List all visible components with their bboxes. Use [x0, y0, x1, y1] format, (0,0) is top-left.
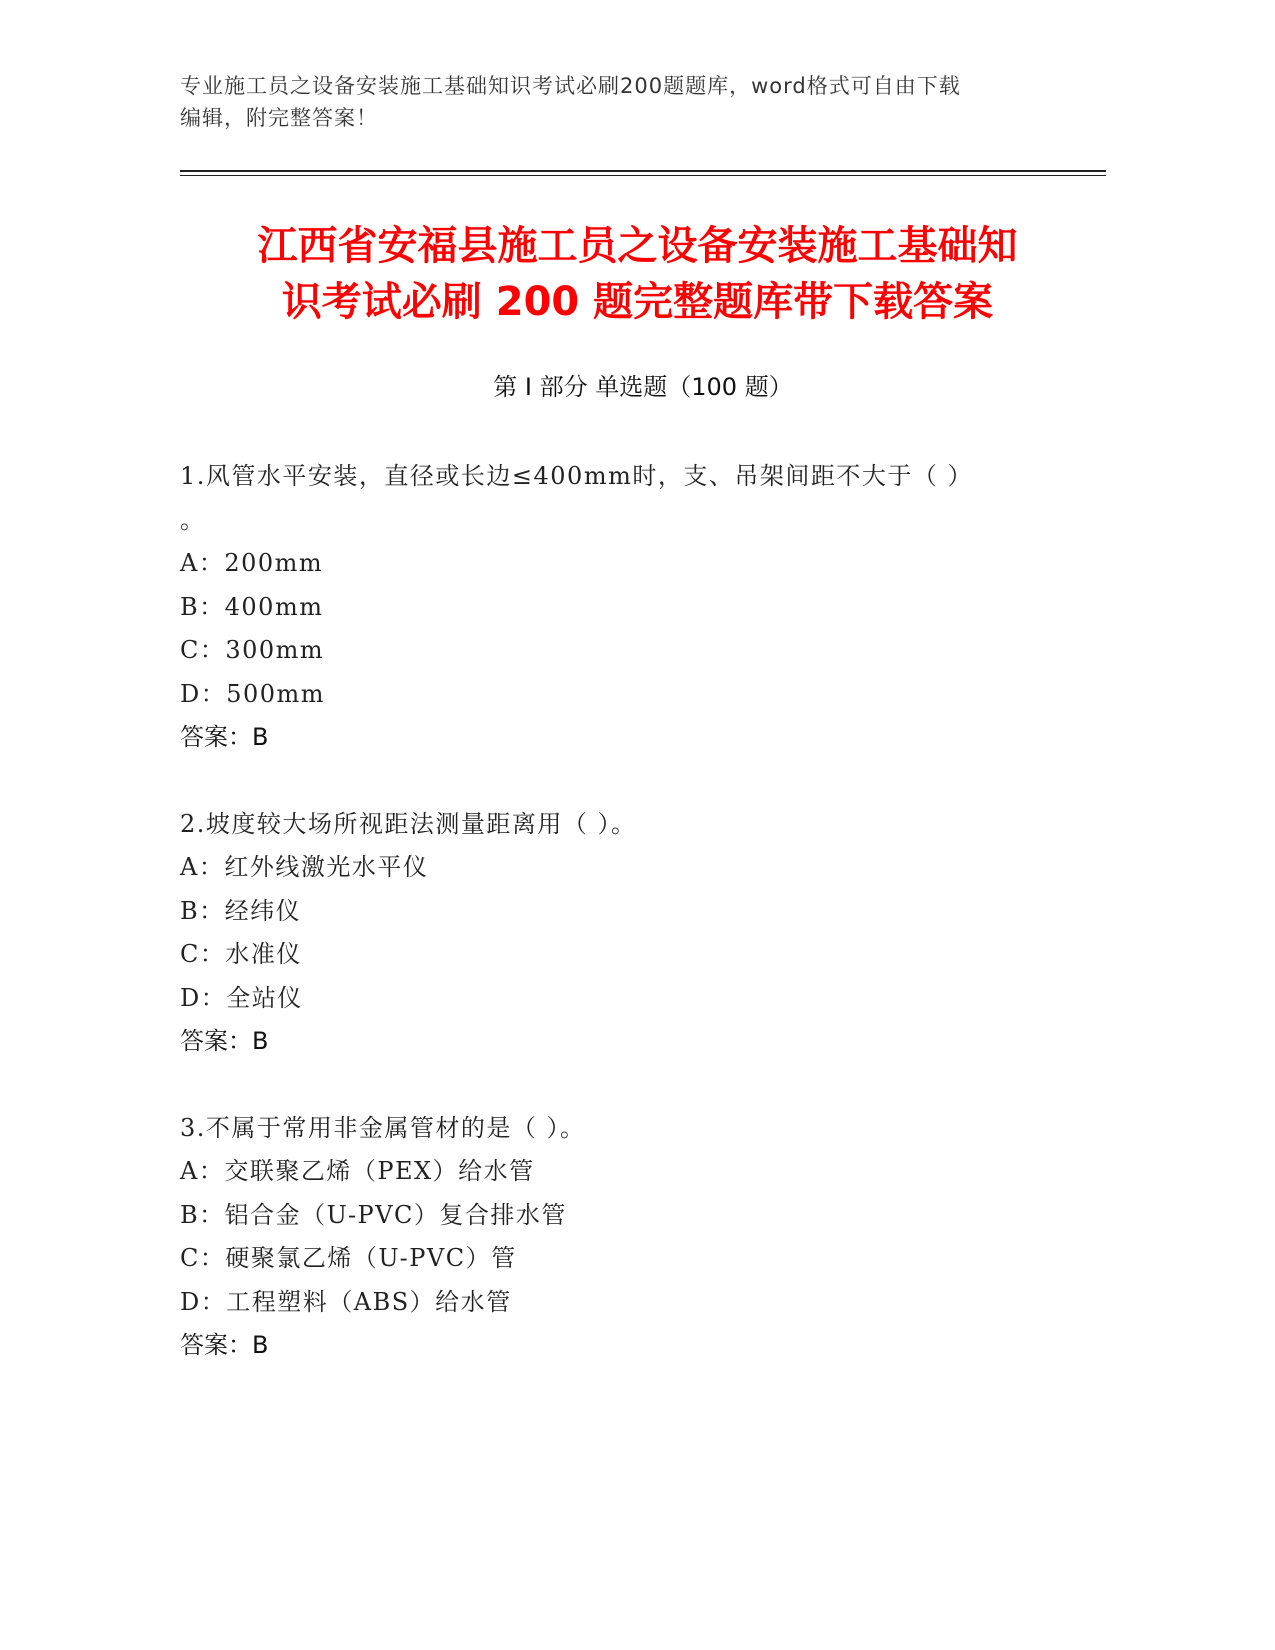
option-d: D：500mm — [180, 679, 326, 708]
question-list — [180, 455, 1106, 1411]
question-1 — [180, 455, 1106, 760]
header-divider-thin — [180, 175, 1106, 176]
option-a: A：红外线激光水平仪 — [180, 853, 429, 881]
answer: 答案：B — [180, 1331, 269, 1359]
header-note-line-2: 编辑，附完整答案！ — [180, 106, 378, 130]
option-c: C：300mm — [180, 636, 325, 664]
document-title-line-2: 识考试必刷 200 题完整题库带下载答案 — [281, 279, 994, 325]
option-b: B：400mm — [180, 592, 324, 621]
option-a: A：交联聚乙烯（PEX）给水管 — [180, 1157, 535, 1185]
document-title — [150, 218, 1125, 330]
question-3 — [180, 1107, 1106, 1368]
option-c: C：水准仪 — [180, 940, 302, 968]
question-stem: 1.风管水平安装，直径或长边≤400mm时，支、吊架间距不大于（ ） — [180, 462, 973, 490]
option-a: A：200mm — [180, 549, 324, 577]
question-stem: 2.坡度较大场所视距法测量距离用（ ）。 — [180, 809, 637, 838]
answer: 答案：B — [180, 723, 269, 751]
header-divider-thick — [180, 170, 1106, 172]
option-c: C：硬聚氯乙烯（U-PVC）管 — [180, 1244, 517, 1272]
document-title-line-1: 江西省安福县施工员之设备安装施工基础知 — [257, 223, 1018, 269]
question-stem: 3.不属于常用非金属管材的是（ ）。 — [180, 1113, 586, 1142]
header-note — [180, 70, 1040, 134]
header-note-line-1: 专业施工员之设备安装施工基础知识考试必刷200题题库，word格式可自由下载 — [180, 74, 961, 98]
answer: 答案：B — [180, 1027, 269, 1055]
option-d: D：全站仪 — [180, 983, 303, 1012]
option-b: B：经纬仪 — [180, 896, 302, 925]
question-stem-continuation: 。 — [180, 505, 204, 534]
option-b: B：铝合金（U-PVC）复合排水管 — [180, 1200, 567, 1229]
section-title: 第 I 部分 单选题（100 题） — [493, 373, 793, 401]
option-d: D：工程塑料（ABS）给水管 — [180, 1287, 512, 1316]
question-2 — [180, 803, 1106, 1064]
